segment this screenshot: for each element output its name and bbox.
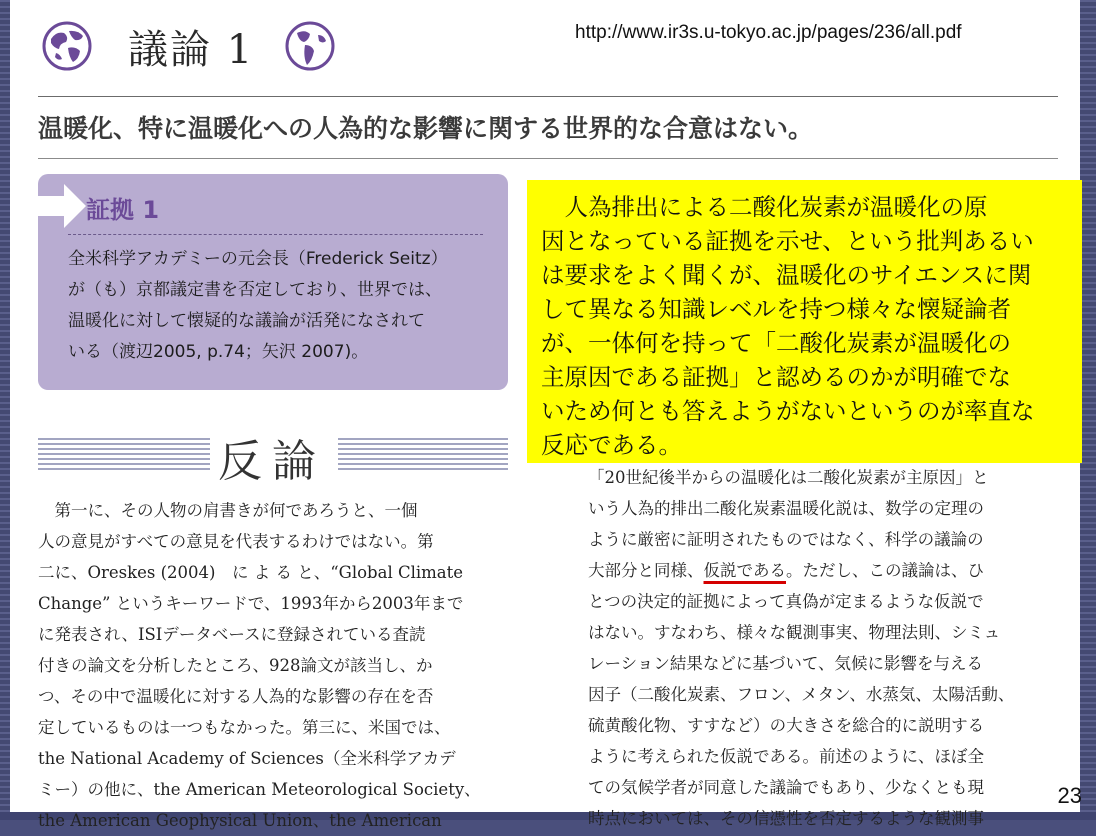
body-line: Change” というキーワードで、1993年から2003年まで [38,594,464,613]
callout-line: いため何とも答えようがないというのが率直な [541,397,1035,425]
underlined-phrase: 仮説である [703,561,786,580]
callout-line: が、一体何を持って「二酸化炭素が温暖化の [541,329,1011,357]
yellow-callout [527,180,1082,463]
callout-line: 人為排出による二酸化炭素が温暖化の原 [541,193,988,221]
text-before-highlight: 大部分と同様、 [588,561,704,580]
body-line: 時点においては、その信憑性を否定するような観測事 [588,809,984,828]
body-line: 付きの論文を分析したところ、928論文が該当し、か [38,656,433,675]
callout-line: して異なる知識レベルを持つ様々な懐疑論者 [541,295,1011,323]
callout-line: は要求をよく聞くが、温暖化のサイエンスに関 [541,261,1032,289]
globe-icon-left [42,21,92,71]
page-heading: 議論 1 [128,27,255,73]
body-line-highlighted [588,555,1066,586]
body-line: ように考えられた仮説である。前述のように、ほぼ全 [588,747,984,766]
evidence-line: 全米科学アカデミーの元会長（Frederick Seitz） [68,249,448,269]
header-rule [38,96,1058,97]
callout-text [541,190,1035,462]
body-line: ミー）の他に、the American Meteorological Society、 [38,780,481,799]
rebuttal-ornament-right [338,437,508,471]
slide-border-right [1080,0,1096,820]
callout-line: 因となっている証拠を示せ、という批判あるい [541,227,1034,255]
body-line: the American Geophysical Union、the American [38,811,442,830]
document-page [10,0,1080,830]
body-line: つ、その中で温暖化に対する人為的な影響の存在を否 [38,687,434,706]
globe-icon-right [285,21,335,71]
subtitle-rule [38,158,1058,159]
body-line: 「20世紀後半からの温暖化は二酸化炭素が主原因」と [588,468,989,487]
evidence-divider [68,234,483,235]
evidence-box [38,174,508,390]
slide-border-left [0,0,10,820]
source-url: http://www.ir3s.u-tokyo.ac.jp/pages/236/all.pdf [575,22,962,43]
body-line: ての気候学者が同意した議論でもあり、少なくとも現 [588,778,984,797]
body-line: 人の意見がすべての意見を代表するわけではない。第 [38,532,434,551]
evidence-line: いる（渡辺2005, p.74；矢沢 2007)。 [68,342,369,362]
evidence-line: 温暖化に対して懐疑的な議論が活発になされて [68,311,425,331]
body-line: 第一に、その人物の肩書きが何であろうと、一個 [38,501,418,520]
evidence-text [68,244,488,368]
callout-line: 反応である。 [541,431,682,459]
body-line: 硫黄酸化物、すすなど）の大きさを総合的に説明する [588,716,985,735]
body-line: 二に、Oreskes (2004) に よ る と、“Global Climate [38,563,464,582]
body-line: レーション結果などに基づいて、気候に影響を与える [588,654,984,673]
body-line: 定しているものは一つもなかった。第三に、米国では、 [38,718,451,737]
body-line: ように厳密に証明されたものではなく、科学の議論の [588,530,984,549]
evidence-line: が（も）京都議定書を否定しており、世界では、 [68,280,442,300]
rebuttal-left-column [38,495,508,836]
body-line: いう人為的排出二酸化炭素温暖化説は、数学の定理の [588,499,984,518]
text-after-highlight: 。ただし、この議論は、ひ [786,561,984,580]
rebuttal-title: 反論 [218,436,326,487]
rebuttal-right-column [588,462,1066,834]
page-subtitle: 温暖化、特に温暖化への人為的な影響に関する世界的な合意はない。 [38,114,814,143]
body-line: はない。すなわち、様々な観測事実、物理法則、シミュ [588,623,1001,642]
rebuttal-ornament-left [38,437,210,471]
body-line: 因子（二酸化炭素、フロン、メタン、水蒸気、太陽活動、 [588,685,1015,704]
page-number: 23 [1057,783,1082,808]
body-line: the National Academy of Sciences（全米科学アカデ [38,749,456,768]
body-line: に発表され、ISIデータベースに登録されている査読 [38,625,426,644]
evidence-title: 証拠 1 [86,196,160,224]
body-line: とつの決定的証拠によって真偽が定まるような仮説で [588,592,984,611]
callout-line: 主原因である証拠」と認めるのかが明確でな [541,363,1011,391]
